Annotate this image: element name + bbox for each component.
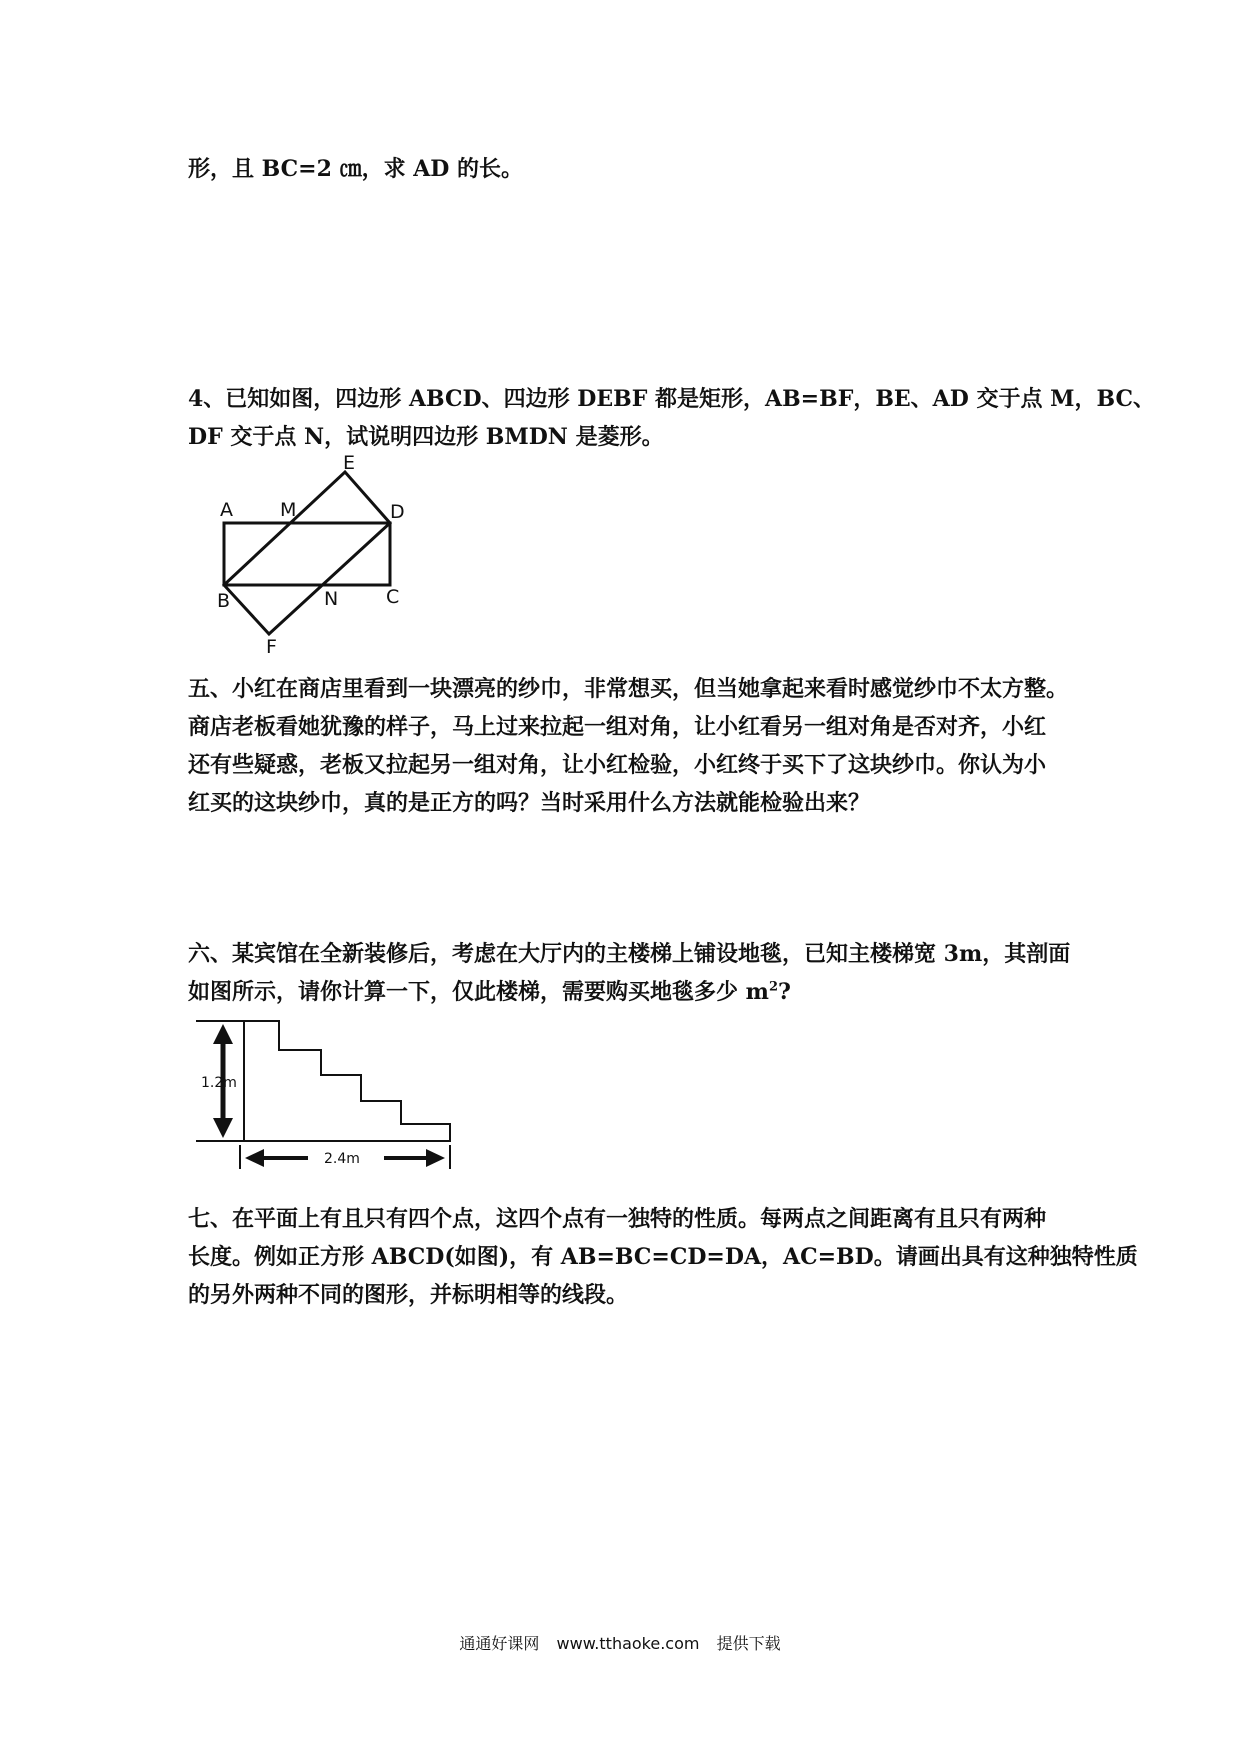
q3-tail [188, 150, 1068, 188]
q5-line-2: 商店老板看她犹豫的样子，马上过来拉起一组对角，让小红看另一组对角是否对齐，小红 [188, 714, 1047, 740]
label-c: C [386, 586, 400, 608]
q7-line-3: 的另外两种不同的图形，并标明相等的线段。 [188, 1282, 629, 1308]
q6-line-2-end: ? [778, 979, 791, 1005]
rectangle-diagram [200, 448, 410, 663]
q6-superscript: 2 [768, 979, 778, 995]
q4-text [188, 380, 1156, 456]
q6-line-2-text: 如图所示，请你计算一下，仅此楼梯，需要购买地毯多少 m [188, 979, 769, 1005]
footer [0, 1631, 1240, 1654]
q6-line-1: 六、某宾馆在全新装修后，考虑在大厅内的主楼梯上铺设地毯，已知主楼梯宽 3m，其剖面 [188, 941, 1071, 967]
q6-text [188, 935, 1071, 1011]
stair-diagram [190, 1010, 465, 1185]
q5-text [188, 670, 1068, 822]
label-n: N [324, 588, 339, 610]
rect-debf [224, 472, 390, 634]
q5-line-3: 还有些疑惑，老板又拉起另一组对角，让小红检验，小红终于买下了这块纱巾。你认为小 [188, 752, 1047, 778]
q5-line-1: 五、小红在商店里看到一块漂亮的纱巾，非常想买，但当她拿起来看时感觉纱巾不太方整。 [188, 676, 1069, 702]
rect-abcd [224, 523, 390, 585]
q4-line-2: DF 交于点 N，试说明四边形 BMDN 是菱形。 [188, 424, 664, 450]
footer-url[interactable]: www.tthaoke.com [556, 1634, 700, 1653]
q3-line-1: 形，且 BC=2 ㎝，求 AD 的长。 [188, 156, 524, 182]
width-label: 2.4m [324, 1151, 360, 1167]
label-a: A [220, 499, 233, 521]
footer-suffix: 提供下载 [716, 1634, 781, 1653]
q5-line-4: 红买的这块纱巾，真的是正方的吗？当时采用什么方法就能检验出来？ [188, 790, 871, 816]
label-m: M [280, 499, 297, 521]
stair-outline [244, 1021, 450, 1141]
label-e: E [343, 452, 356, 474]
label-f: F [266, 636, 277, 658]
height-label: 1.2m [201, 1075, 237, 1091]
label-d: D [390, 501, 405, 523]
footer-site-name: 通通好课网 [459, 1634, 540, 1653]
label-b: B [217, 590, 231, 612]
q7-line-1: 七、在平面上有且只有四个点，这四个点有一独特的性质。每两点之间距离有且只有两种 [188, 1206, 1047, 1232]
q7-line-2: 长度。例如正方形 ABCD(如图)，有 AB=BC=CD=DA，AC=BD。请画出具有这种独特性质 [188, 1244, 1138, 1270]
q4-line-1: 4、已知如图，四边形 ABCD、四边形 DEBF 都是矩形，AB=BF，BE、AD 交于点 M，BC、 [188, 386, 1156, 412]
q6-line-2 [188, 973, 1068, 1011]
q7-text [188, 1200, 1138, 1314]
